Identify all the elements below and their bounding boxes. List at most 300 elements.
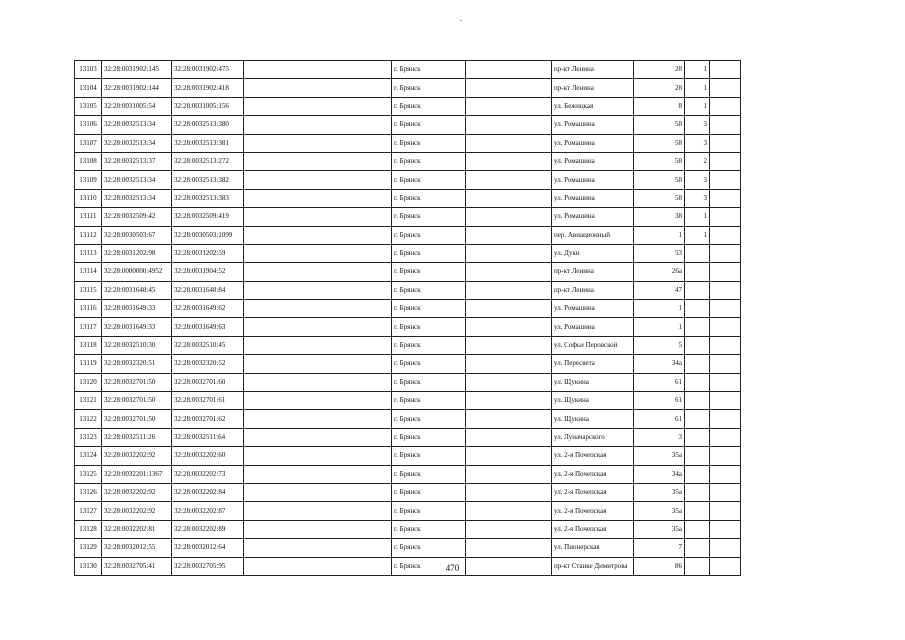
city-cell: г. Брянск — [392, 483, 466, 501]
cadastral-parcel-cell: 32:28:0000000:4952 — [102, 263, 172, 281]
blank-cell — [244, 152, 392, 170]
empty-cell — [710, 318, 741, 336]
row-number-cell: 13104 — [75, 79, 102, 97]
blank-cell — [244, 502, 392, 520]
cadastral-parcel-cell: 32:28:0032320:51 — [102, 355, 172, 373]
cadastral-object-cell: 32:28:0032513:381 — [172, 134, 244, 152]
blank-cell-2 — [466, 97, 552, 115]
cadastral-parcel-cell: 32:28:0031648:45 — [102, 281, 172, 299]
table-row — [75, 355, 741, 373]
blank-cell-2 — [466, 373, 552, 391]
table-row — [75, 226, 741, 244]
street-cell: ул. 2-я Почепская — [552, 447, 634, 465]
extra-number-cell — [685, 465, 710, 483]
page-number: 470 — [445, 563, 460, 573]
street-cell: ул. Щукина — [552, 410, 634, 428]
table-row — [75, 520, 741, 538]
house-number-cell: 35а — [634, 447, 685, 465]
street-cell: пр-кт Ленина — [552, 281, 634, 299]
empty-cell — [710, 410, 741, 428]
table-row — [75, 392, 741, 410]
house-number-cell: 61 — [634, 410, 685, 428]
table-row — [75, 208, 741, 226]
empty-cell — [710, 116, 741, 134]
blank-cell-2 — [466, 152, 552, 170]
street-cell: ул. Ромашина — [552, 152, 634, 170]
cadastral-object-cell: 32:28:0030503:1099 — [172, 226, 244, 244]
extra-number-cell — [685, 336, 710, 354]
cadastral-object-cell: 32:28:0031649:62 — [172, 300, 244, 318]
cadastral-parcel-cell: 32:28:0032513:34 — [102, 189, 172, 207]
table-row — [75, 447, 741, 465]
city-cell: г. Брянск — [392, 152, 466, 170]
blank-cell-2 — [466, 392, 552, 410]
table-row — [75, 79, 741, 97]
cadastral-object-cell: 32:28:0032705:95 — [172, 557, 244, 575]
extra-number-cell — [685, 502, 710, 520]
house-number-cell: 58 — [634, 116, 685, 134]
city-cell: г. Брянск — [392, 244, 466, 262]
cadastral-parcel-cell: 32:28:0032513:34 — [102, 171, 172, 189]
row-number-cell: 13115 — [75, 281, 102, 299]
cadastral-object-cell: 32:28:0032202:73 — [172, 465, 244, 483]
street-cell: ул. Бежицкая — [552, 97, 634, 115]
extra-number-cell — [685, 300, 710, 318]
cadastral-parcel-cell: 32:28:0032509:42 — [102, 208, 172, 226]
empty-cell — [710, 97, 741, 115]
house-number-cell: 58 — [634, 189, 685, 207]
cadastral-parcel-cell: 32:28:0032202:92 — [102, 483, 172, 501]
table-row — [75, 244, 741, 262]
blank-cell — [244, 410, 392, 428]
city-cell: г. Брянск — [392, 336, 466, 354]
table-row — [75, 97, 741, 115]
city-cell: г. Брянск — [392, 318, 466, 336]
row-number-cell: 13105 — [75, 97, 102, 115]
house-number-cell: 58 — [634, 171, 685, 189]
empty-cell — [710, 447, 741, 465]
extra-number-cell: 3 — [685, 116, 710, 134]
empty-cell — [710, 336, 741, 354]
blank-cell-2 — [466, 428, 552, 446]
empty-cell — [710, 208, 741, 226]
blank-cell — [244, 318, 392, 336]
house-number-cell: 26а — [634, 263, 685, 281]
table-row — [75, 483, 741, 501]
cadastral-parcel-cell: 32:28:0032202:81 — [102, 520, 172, 538]
house-number-cell: 86 — [634, 557, 685, 575]
cadastral-object-cell: 32:28:0031649:63 — [172, 318, 244, 336]
row-number-cell: 13112 — [75, 226, 102, 244]
city-cell: г. Брянск — [392, 539, 466, 557]
row-number-cell: 13123 — [75, 428, 102, 446]
blank-cell-2 — [466, 410, 552, 428]
extra-number-cell: 1 — [685, 79, 710, 97]
house-number-cell: 3 — [634, 428, 685, 446]
cadastral-object-cell: 32:28:0032202:87 — [172, 502, 244, 520]
empty-cell — [710, 355, 741, 373]
city-cell: г. Брянск — [392, 281, 466, 299]
house-number-cell: 38 — [634, 208, 685, 226]
row-number-cell: 13130 — [75, 557, 102, 575]
blank-cell-2 — [466, 79, 552, 97]
empty-cell — [710, 539, 741, 557]
cadastral-object-cell: 32:28:0032510:45 — [172, 336, 244, 354]
empty-cell — [710, 300, 741, 318]
blank-cell — [244, 208, 392, 226]
city-cell: г. Брянск — [392, 61, 466, 79]
empty-cell — [710, 502, 741, 520]
blank-cell — [244, 465, 392, 483]
street-cell: ул. Ромашина — [552, 189, 634, 207]
blank-cell — [244, 300, 392, 318]
street-cell: ул. Ромашина — [552, 171, 634, 189]
house-number-cell: 1 — [634, 318, 685, 336]
empty-cell — [710, 483, 741, 501]
cadastral-parcel-cell: 32:28:0032202:92 — [102, 502, 172, 520]
house-number-cell: 58 — [634, 152, 685, 170]
street-cell: ул. Софьи Перовской — [552, 336, 634, 354]
house-number-cell: 35а — [634, 520, 685, 538]
cadastral-parcel-cell: 32:28:0031902:145 — [102, 61, 172, 79]
empty-cell — [710, 134, 741, 152]
house-number-cell: 5 — [634, 336, 685, 354]
cadastral-parcel-cell: 32:28:0031005:54 — [102, 97, 172, 115]
extra-number-cell — [685, 392, 710, 410]
city-cell: г. Брянск — [392, 410, 466, 428]
empty-cell — [710, 465, 741, 483]
street-cell: ул. Ромашина — [552, 134, 634, 152]
row-number-cell: 13125 — [75, 465, 102, 483]
table-row — [75, 428, 741, 446]
blank-cell — [244, 483, 392, 501]
cadastral-object-cell: 32:28:0031902:418 — [172, 79, 244, 97]
blank-cell — [244, 263, 392, 281]
extra-number-cell — [685, 373, 710, 391]
blank-cell-2 — [466, 355, 552, 373]
house-number-cell: 58 — [634, 134, 685, 152]
table-row — [75, 171, 741, 189]
extra-number-cell — [685, 520, 710, 538]
table-row — [75, 300, 741, 318]
cadastral-object-cell: 32:28:0032202:60 — [172, 447, 244, 465]
house-number-cell: 8 — [634, 97, 685, 115]
cadastral-object-cell: 32:28:0031005:156 — [172, 97, 244, 115]
extra-number-cell: 3 — [685, 171, 710, 189]
city-cell: г. Брянск — [392, 79, 466, 97]
extra-number-cell: 3 — [685, 134, 710, 152]
table-row — [75, 373, 741, 391]
cadastral-parcel-cell: 32:28:0032513:34 — [102, 134, 172, 152]
blank-cell-2 — [466, 171, 552, 189]
row-number-cell: 13113 — [75, 244, 102, 262]
extra-number-cell — [685, 263, 710, 281]
table-row — [75, 410, 741, 428]
row-number-cell: 13111 — [75, 208, 102, 226]
city-cell: г. Брянск — [392, 373, 466, 391]
table-row — [75, 318, 741, 336]
blank-cell-2 — [466, 263, 552, 281]
row-number-cell: 13119 — [75, 355, 102, 373]
extra-number-cell — [685, 355, 710, 373]
city-cell: г. Брянск — [392, 502, 466, 520]
cadastral-parcel-cell: 32:28:0032701:50 — [102, 392, 172, 410]
cadastral-object-cell: 32:28:0031202:59 — [172, 244, 244, 262]
cadastral-object-cell: 32:28:0032012:64 — [172, 539, 244, 557]
extra-number-cell — [685, 410, 710, 428]
blank-cell-2 — [466, 483, 552, 501]
table-row — [75, 502, 741, 520]
extra-number-cell — [685, 539, 710, 557]
cadastral-object-cell: 32:28:0032701:62 — [172, 410, 244, 428]
house-number-cell: 7 — [634, 539, 685, 557]
street-cell: ул. Дуки — [552, 244, 634, 262]
blank-cell-2 — [466, 61, 552, 79]
extra-number-cell: 2 — [685, 152, 710, 170]
blank-cell — [244, 171, 392, 189]
street-cell: ул. 2-я Почепская — [552, 465, 634, 483]
blank-cell-2 — [466, 244, 552, 262]
cadastral-parcel-cell: 32:28:0032701:50 — [102, 410, 172, 428]
extra-number-cell: 3 — [685, 189, 710, 207]
blank-cell — [244, 373, 392, 391]
house-number-cell: 28 — [634, 61, 685, 79]
blank-cell-2 — [466, 502, 552, 520]
empty-cell — [710, 189, 741, 207]
street-cell: пр-кт Ленина — [552, 79, 634, 97]
extra-number-cell — [685, 244, 710, 262]
table-row — [75, 152, 741, 170]
house-number-cell: 35а — [634, 483, 685, 501]
cadastral-object-cell: 32:28:0032509:419 — [172, 208, 244, 226]
city-cell: г. Брянск — [392, 392, 466, 410]
table-row — [75, 189, 741, 207]
row-number-cell: 13108 — [75, 152, 102, 170]
extra-number-cell — [685, 447, 710, 465]
row-number-cell: 13107 — [75, 134, 102, 152]
cadastral-parcel-cell: 32:28:0032202:92 — [102, 447, 172, 465]
cadastral-object-cell: 32:28:0032202:84 — [172, 483, 244, 501]
city-cell: г. Брянск — [392, 189, 466, 207]
house-number-cell: 34а — [634, 465, 685, 483]
blank-cell-2 — [466, 539, 552, 557]
row-number-cell: 13122 — [75, 410, 102, 428]
registry-table — [74, 60, 741, 576]
house-number-cell: 1 — [634, 226, 685, 244]
cadastral-parcel-cell: 32:28:0032201:1367 — [102, 465, 172, 483]
house-number-cell: 61 — [634, 392, 685, 410]
city-cell: г. Брянск — [392, 208, 466, 226]
city-cell: г. Брянск — [392, 263, 466, 281]
table-row — [75, 61, 741, 79]
extra-number-cell: 1 — [685, 61, 710, 79]
blank-cell-2 — [466, 116, 552, 134]
city-cell: г. Брянск — [392, 134, 466, 152]
blank-cell-2 — [466, 336, 552, 354]
cadastral-object-cell: 32:28:0032202:89 — [172, 520, 244, 538]
cadastral-parcel-cell: 32:28:0032012:55 — [102, 539, 172, 557]
blank-cell — [244, 61, 392, 79]
empty-cell — [710, 171, 741, 189]
row-number-cell: 13121 — [75, 392, 102, 410]
street-cell: ул. Пионерская — [552, 539, 634, 557]
blank-cell-2 — [466, 300, 552, 318]
city-cell: г. Брянск — [392, 355, 466, 373]
cadastral-object-cell: 32:28:0032513:383 — [172, 189, 244, 207]
cadastral-parcel-cell: 32:28:0032511:26 — [102, 428, 172, 446]
empty-cell — [710, 428, 741, 446]
city-cell: г. Брянск — [392, 520, 466, 538]
row-number-cell: 13106 — [75, 116, 102, 134]
table-row — [75, 465, 741, 483]
street-cell: пр-кт Ленина — [552, 263, 634, 281]
blank-cell-2 — [466, 318, 552, 336]
street-cell: ул. 2-я Почепская — [552, 502, 634, 520]
cadastral-parcel-cell: 32:28:0031649:33 — [102, 300, 172, 318]
blank-cell — [244, 520, 392, 538]
blank-cell — [244, 428, 392, 446]
blank-cell — [244, 97, 392, 115]
row-number-cell: 13126 — [75, 483, 102, 501]
row-number-cell: 13103 — [75, 61, 102, 79]
city-cell: г. Брянск — [392, 465, 466, 483]
cadastral-parcel-cell: 32:28:0030503:67 — [102, 226, 172, 244]
table-row — [75, 539, 741, 557]
table-row — [75, 336, 741, 354]
blank-cell — [244, 226, 392, 244]
blank-cell — [244, 116, 392, 134]
extra-number-cell — [685, 483, 710, 501]
row-number-cell: 13109 — [75, 171, 102, 189]
cadastral-object-cell: 32:28:0032701:61 — [172, 392, 244, 410]
blank-cell — [244, 355, 392, 373]
empty-cell — [710, 152, 741, 170]
cadastral-object-cell: 32:28:0031904:52 — [172, 263, 244, 281]
cadastral-parcel-cell: 32:28:0032513:34 — [102, 116, 172, 134]
row-number-cell: 13128 — [75, 520, 102, 538]
extra-number-cell: 1 — [685, 97, 710, 115]
table-row — [75, 281, 741, 299]
blank-cell — [244, 539, 392, 557]
blank-cell-2 — [466, 447, 552, 465]
blank-cell — [244, 189, 392, 207]
street-cell: ул. Ромашина — [552, 318, 634, 336]
city-cell: г. Брянск — [392, 447, 466, 465]
cadastral-parcel-cell: 32:28:0031202:98 — [102, 244, 172, 262]
blank-cell-2 — [466, 189, 552, 207]
street-cell: ул. Ромашина — [552, 116, 634, 134]
table-row — [75, 116, 741, 134]
street-cell: ул. 2-я Почепская — [552, 483, 634, 501]
row-number-cell: 13118 — [75, 336, 102, 354]
cadastral-object-cell: 32:28:0032701:60 — [172, 373, 244, 391]
blank-cell-2 — [466, 281, 552, 299]
row-number-cell: 13129 — [75, 539, 102, 557]
row-number-cell: 13117 — [75, 318, 102, 336]
blank-cell — [244, 447, 392, 465]
empty-cell — [710, 226, 741, 244]
street-cell: пр-кт Ленина — [552, 61, 634, 79]
street-cell: ул. Щукина — [552, 392, 634, 410]
cadastral-object-cell: 32:28:0032513:380 — [172, 116, 244, 134]
cadastral-parcel-cell: 32:28:0032705:41 — [102, 557, 172, 575]
city-cell: г. Брянск — [392, 428, 466, 446]
city-cell: г. Брянск — [392, 557, 466, 575]
blank-cell — [244, 79, 392, 97]
city-cell: г. Брянск — [392, 97, 466, 115]
street-cell: ул. Луначарского — [552, 428, 634, 446]
blank-cell — [244, 392, 392, 410]
blank-cell-2 — [466, 520, 552, 538]
house-number-cell: 1 — [634, 300, 685, 318]
empty-cell — [710, 373, 741, 391]
street-cell: ул. Щукина — [552, 373, 634, 391]
city-cell: г. Брянск — [392, 226, 466, 244]
house-number-cell: 53 — [634, 244, 685, 262]
blank-cell — [244, 134, 392, 152]
blank-cell-2 — [466, 208, 552, 226]
street-cell: ул. Ромашина — [552, 300, 634, 318]
extra-number-cell: 1 — [685, 226, 710, 244]
empty-cell — [710, 392, 741, 410]
empty-cell — [710, 263, 741, 281]
city-cell: г. Брянск — [392, 171, 466, 189]
cadastral-object-cell: 32:28:0032513:382 — [172, 171, 244, 189]
city-cell: г. Брянск — [392, 116, 466, 134]
row-number-cell: 13116 — [75, 300, 102, 318]
street-cell: ул. Пересвета — [552, 355, 634, 373]
empty-cell — [710, 520, 741, 538]
cadastral-parcel-cell: 32:28:0031649:33 — [102, 318, 172, 336]
street-cell: ул. Ромашина — [552, 208, 634, 226]
cadastral-parcel-cell: 32:28:0031902:144 — [102, 79, 172, 97]
empty-cell — [710, 79, 741, 97]
blank-cell — [244, 336, 392, 354]
cadastral-object-cell: 32:28:0031648:84 — [172, 281, 244, 299]
empty-cell — [710, 244, 741, 262]
blank-cell-2 — [466, 226, 552, 244]
street-cell: ул. 2-я Почепская — [552, 520, 634, 538]
table-row — [75, 134, 741, 152]
extra-number-cell — [685, 428, 710, 446]
empty-cell — [710, 281, 741, 299]
row-number-cell: 13124 — [75, 447, 102, 465]
house-number-cell: 47 — [634, 281, 685, 299]
house-number-cell: 35а — [634, 502, 685, 520]
cadastral-object-cell: 32:28:0032320:52 — [172, 355, 244, 373]
cadastral-parcel-cell: 32:28:0032513:37 — [102, 152, 172, 170]
house-number-cell: 34а — [634, 355, 685, 373]
blank-cell — [244, 244, 392, 262]
house-number-cell: 28 — [634, 79, 685, 97]
cadastral-object-cell: 32:28:0031902:475 — [172, 61, 244, 79]
blank-cell-2 — [466, 134, 552, 152]
row-number-cell: 13127 — [75, 502, 102, 520]
empty-cell — [710, 61, 741, 79]
blank-cell — [244, 281, 392, 299]
cadastral-parcel-cell: 32:28:0032701:50 — [102, 373, 172, 391]
row-number-cell: 13120 — [75, 373, 102, 391]
city-cell: г. Брянск — [392, 300, 466, 318]
blank-cell-2 — [466, 465, 552, 483]
cadastral-object-cell: 32:28:0032513:272 — [172, 152, 244, 170]
extra-number-cell — [685, 281, 710, 299]
cadastral-parcel-cell: 32:28:0032510:30 — [102, 336, 172, 354]
row-number-cell: 13114 — [75, 263, 102, 281]
cadastral-object-cell: 32:28:0032511:64 — [172, 428, 244, 446]
street-cell: пр-кт Станке Димитрова — [552, 557, 634, 575]
row-number-cell: 13110 — [75, 189, 102, 207]
